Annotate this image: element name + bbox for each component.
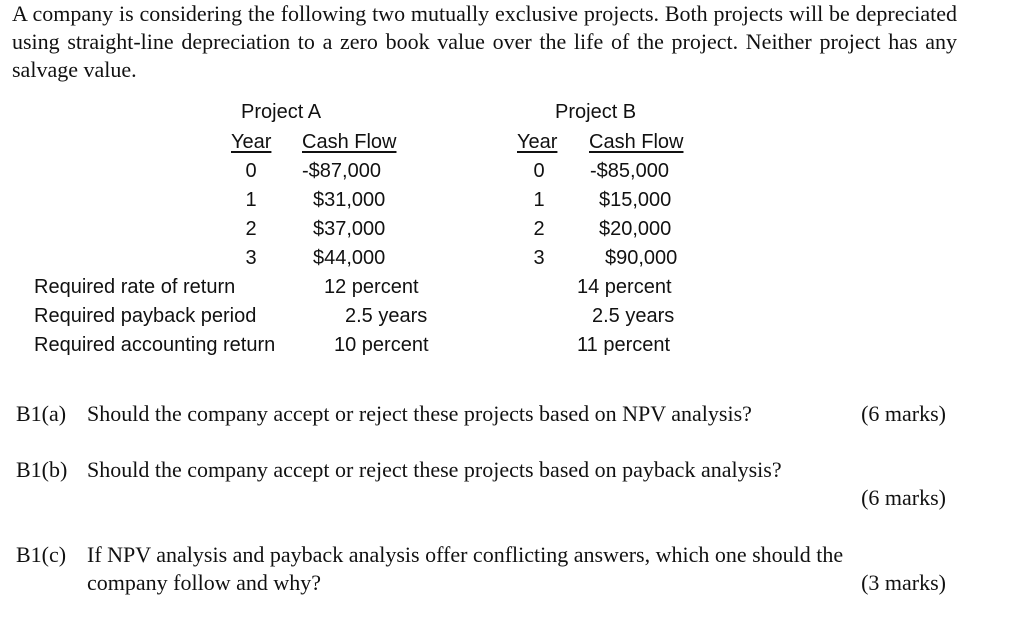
- question-marks: (6 marks): [861, 485, 946, 510]
- project-a-required-rate: 12 percent: [324, 276, 419, 298]
- project-a-year-header: Year: [231, 131, 272, 153]
- question-text: Should the company accept or reject these projects based on payback analysis?: [87, 457, 782, 482]
- project-a-year: 2: [245, 218, 257, 240]
- project-b-year: 2: [533, 218, 545, 240]
- project-b-payback-period: 2.5 years: [592, 305, 675, 327]
- project-b-year: 3: [533, 247, 545, 269]
- intro-paragraph: A company is considering the following two mutually exclusive projects. Both projects will be depreciated using straight-line depreciation to a zero book value over the life of the project. Neither project has any salvage value.: [12, 1, 957, 82]
- project-b-cash-header: Cash Flow: [589, 131, 684, 153]
- project-b-year: 0: [533, 160, 545, 182]
- project-b-year-header: Year: [517, 131, 558, 153]
- project-b-cash: $90,000: [605, 247, 678, 269]
- project-b-cash: -$85,000: [590, 160, 669, 182]
- question-label: B1(a): [16, 401, 67, 426]
- project-a-title: Project A: [241, 101, 322, 123]
- project-b-accounting-return: 11 percent: [577, 334, 671, 356]
- project-a-cash-header: Cash Flow: [302, 131, 397, 153]
- project-a-year: 1: [245, 189, 257, 211]
- project-a-cash: -$87,000: [302, 160, 381, 182]
- question-b1a: [16, 400, 946, 428]
- question-marks: (3 marks): [861, 570, 946, 595]
- project-b-cash: $20,000: [599, 218, 672, 240]
- question-label: B1(b): [16, 457, 68, 482]
- question-text: Should the company accept or reject these projects based on NPV analysis?: [87, 401, 752, 426]
- question-text-line1: If NPV analysis and payback analysis offer conflicting answers, which one should the: [87, 542, 844, 567]
- project-a-cash: $31,000: [313, 189, 386, 211]
- project-b-cash: $15,000: [599, 189, 672, 211]
- project-a-accounting-return: 10 percent: [334, 334, 429, 356]
- project-a-payback-period: 2.5 years: [345, 305, 428, 327]
- project-a-cash: $44,000: [313, 247, 386, 269]
- project-a-year: 0: [245, 160, 257, 182]
- question-label: B1(c): [16, 542, 67, 567]
- question-b1b: [16, 456, 946, 512]
- project-a-year: 3: [245, 247, 257, 269]
- question-marks: (6 marks): [861, 401, 946, 426]
- question-text-line2: company follow and why?: [87, 570, 321, 595]
- label-required-rate: Required rate of return: [34, 276, 236, 298]
- project-b-year: 1: [533, 189, 545, 211]
- label-accounting-return: Required accounting return: [34, 334, 276, 356]
- question-b1c: [16, 541, 956, 597]
- project-a-cash: $37,000: [313, 218, 386, 240]
- project-b-title: Project B: [555, 101, 637, 123]
- label-payback-period: Required payback period: [34, 305, 257, 327]
- project-b-required-rate: 14 percent: [577, 276, 672, 298]
